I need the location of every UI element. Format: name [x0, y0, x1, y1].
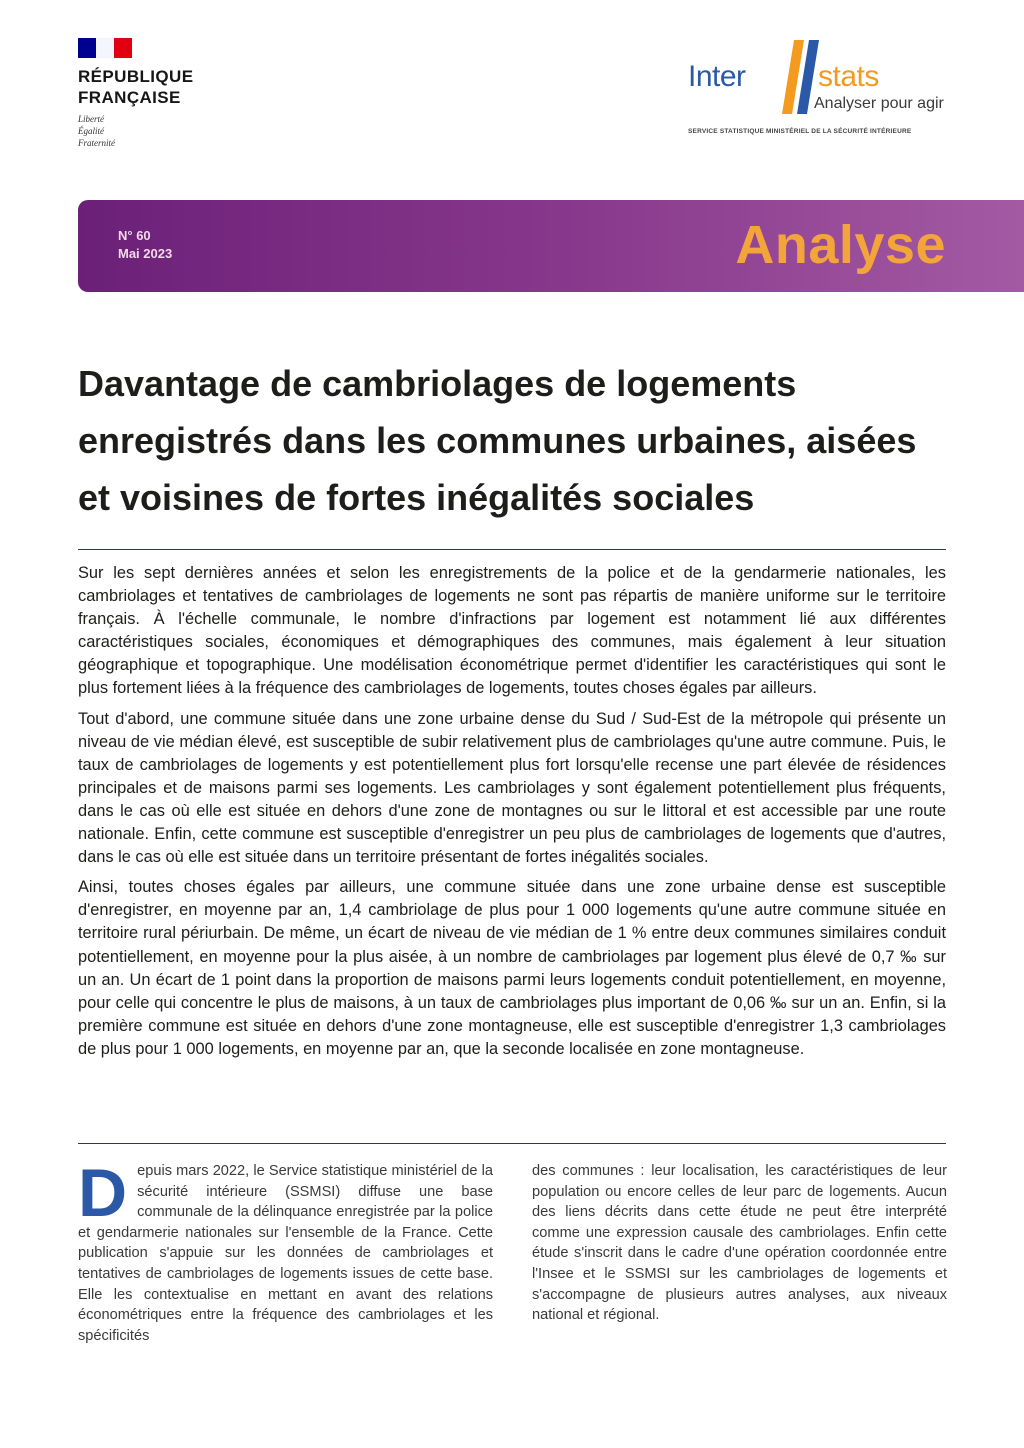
- intro-column-2: des communes : leur localisation, les caractéristiques de leur population ou encore celles de leur parc de logements. Aucun des liens décrits dans cette étude ne peut être interprété comme une expression causale des cambriolages. Enfin cette étude s'inscrit dans le cadre d'une opération coordonnée entre l'Insee et le SSMSI sur les cambriolages de logements et s'accompagne de plusieurs autres analyses, aux niveaux national et régional.: [532, 1163, 947, 1324]
- logo-stats-text: stats: [818, 60, 879, 93]
- page-title: Davantage de cambriolages de logements enregistrés dans les communes urbaines, aisées et voisines de fortes inégalités sociales: [78, 363, 917, 518]
- analyse-banner: [78, 200, 1024, 292]
- logo-tagline: Analyser pour agir: [814, 95, 944, 112]
- summary-paragraph: Ainsi, toutes choses égales par ailleurs, une commune située dans une zone urbaine dense est susceptible d'enregistrer, en moyenne par an, 1,4 cambriolage de plus pour 1 000 logements qu'une autre commune située en territoire rural périurbain. De même, un écart de niveau de vie médian de 1 % entre deux communes similaires conduit potentiellement, en moyenne pour la plus aisée, à un nombre de cambriolages par logement plus élevé de 0,7 ‰ sur un an. Un écart de 1 point dans la proportion de maisons parmi leurs logements conduit potentiellement, en moyenne, pour celle qui concentre le plus de maisons, à un taux de cambriolages plus important de 0,06 ‰ sur un an. Enfin, si la première commune est située en dehors d'une zone montagneuse, elle est susceptible d'enregistrer 1,3 cambriolages de plus pour 1 000 logements, en moyenne par an, que la seconde localisée en zone montagneuse.: [78, 878, 946, 1058]
- motto-egalite: Égalité: [78, 126, 104, 136]
- drop-cap: D: [78, 1155, 128, 1231]
- interstats-logo: [688, 40, 952, 150]
- motto-liberte: Liberté: [78, 114, 104, 124]
- republique-francaise-logo: [78, 38, 193, 149]
- issue-info: [118, 227, 172, 263]
- rf-name-line2: FRANÇAISE: [78, 88, 181, 107]
- rf-name-line1: RÉPUBLIQUE: [78, 67, 194, 86]
- marianne-flag-icon: [78, 38, 132, 58]
- summary: [78, 562, 946, 1068]
- intro-text-1: epuis mars 2022, le Service statistique ministériel de la sécurité intérieure (SSMSI) diffuse une base communale de la délinquance enregistrée par la police et gendarmerie nationales sur l'ensemble de la France. Cette publication s'appuie sur les données de cambriolages et tentatives de cambriolages de logements issues de cette base. Elle les contextualise en mettant en avant des relations économétriques entre la fréquence des cambriolages et les spécificités: [78, 1163, 493, 1344]
- motto-fraternite: Fraternité: [78, 138, 115, 148]
- banner-label: Analyse: [735, 215, 946, 275]
- issue-number: N° 60: [118, 228, 151, 243]
- summary-paragraph: Tout d'abord, une commune située dans une zone urbaine dense du Sud / Sud-Est de la métropole qui présente un niveau de vie médian élevé, est susceptible de subir relativement plus de cambriolages qu'une autre commune. Puis, le taux de cambriolages de logements y est potentiellement plus fort lorsqu'elle recense une part élevée de résidences principales et de maisons parmi ses logements. Les cambriolages y sont également potentiellement plus fréquents, dans le cas où elle est située en dehors d'une zone de montagnes ou sur le littoral et est accessible par une route nationale. Enfin, cette commune est susceptible d'enregistrer un peu plus de cambriolages de logements que d'autres, dans le cas où elle est située dans un territoire présentant de fortes inégalités sociales.: [78, 709, 946, 867]
- divider-top: [78, 549, 946, 550]
- logo-service-name: SERVICE STATISTIQUE MINISTÉRIEL DE LA SÉCURITÉ INTÉRIEURE: [688, 128, 912, 135]
- summary-paragraph: Sur les sept dernières années et selon les enregistrements de la police et de la gendarmerie nationales, les cambriolages et tentatives de cambriolages de logements ne sont pas répartis de manière uniforme sur le territoire français. À l'échelle communale, le nombre d'infractions par logement est notamment lié aux différentes caractéristiques sociales, économiques et démographiques des communes, mais également à leur situation géographique et topographique. Une modélisation économétrique permet d'identifier les caractéristiques qui sont le plus fortement liées à la fréquence des cambriolages de logements, toutes choses égales par ailleurs.: [78, 564, 946, 698]
- logo-inter-text: Inter: [688, 60, 746, 93]
- issue-date: Mai 2023: [118, 246, 173, 261]
- intro-column-1: [78, 1155, 493, 1346]
- divider-bottom: [78, 1143, 946, 1144]
- rf-motto: [78, 113, 193, 149]
